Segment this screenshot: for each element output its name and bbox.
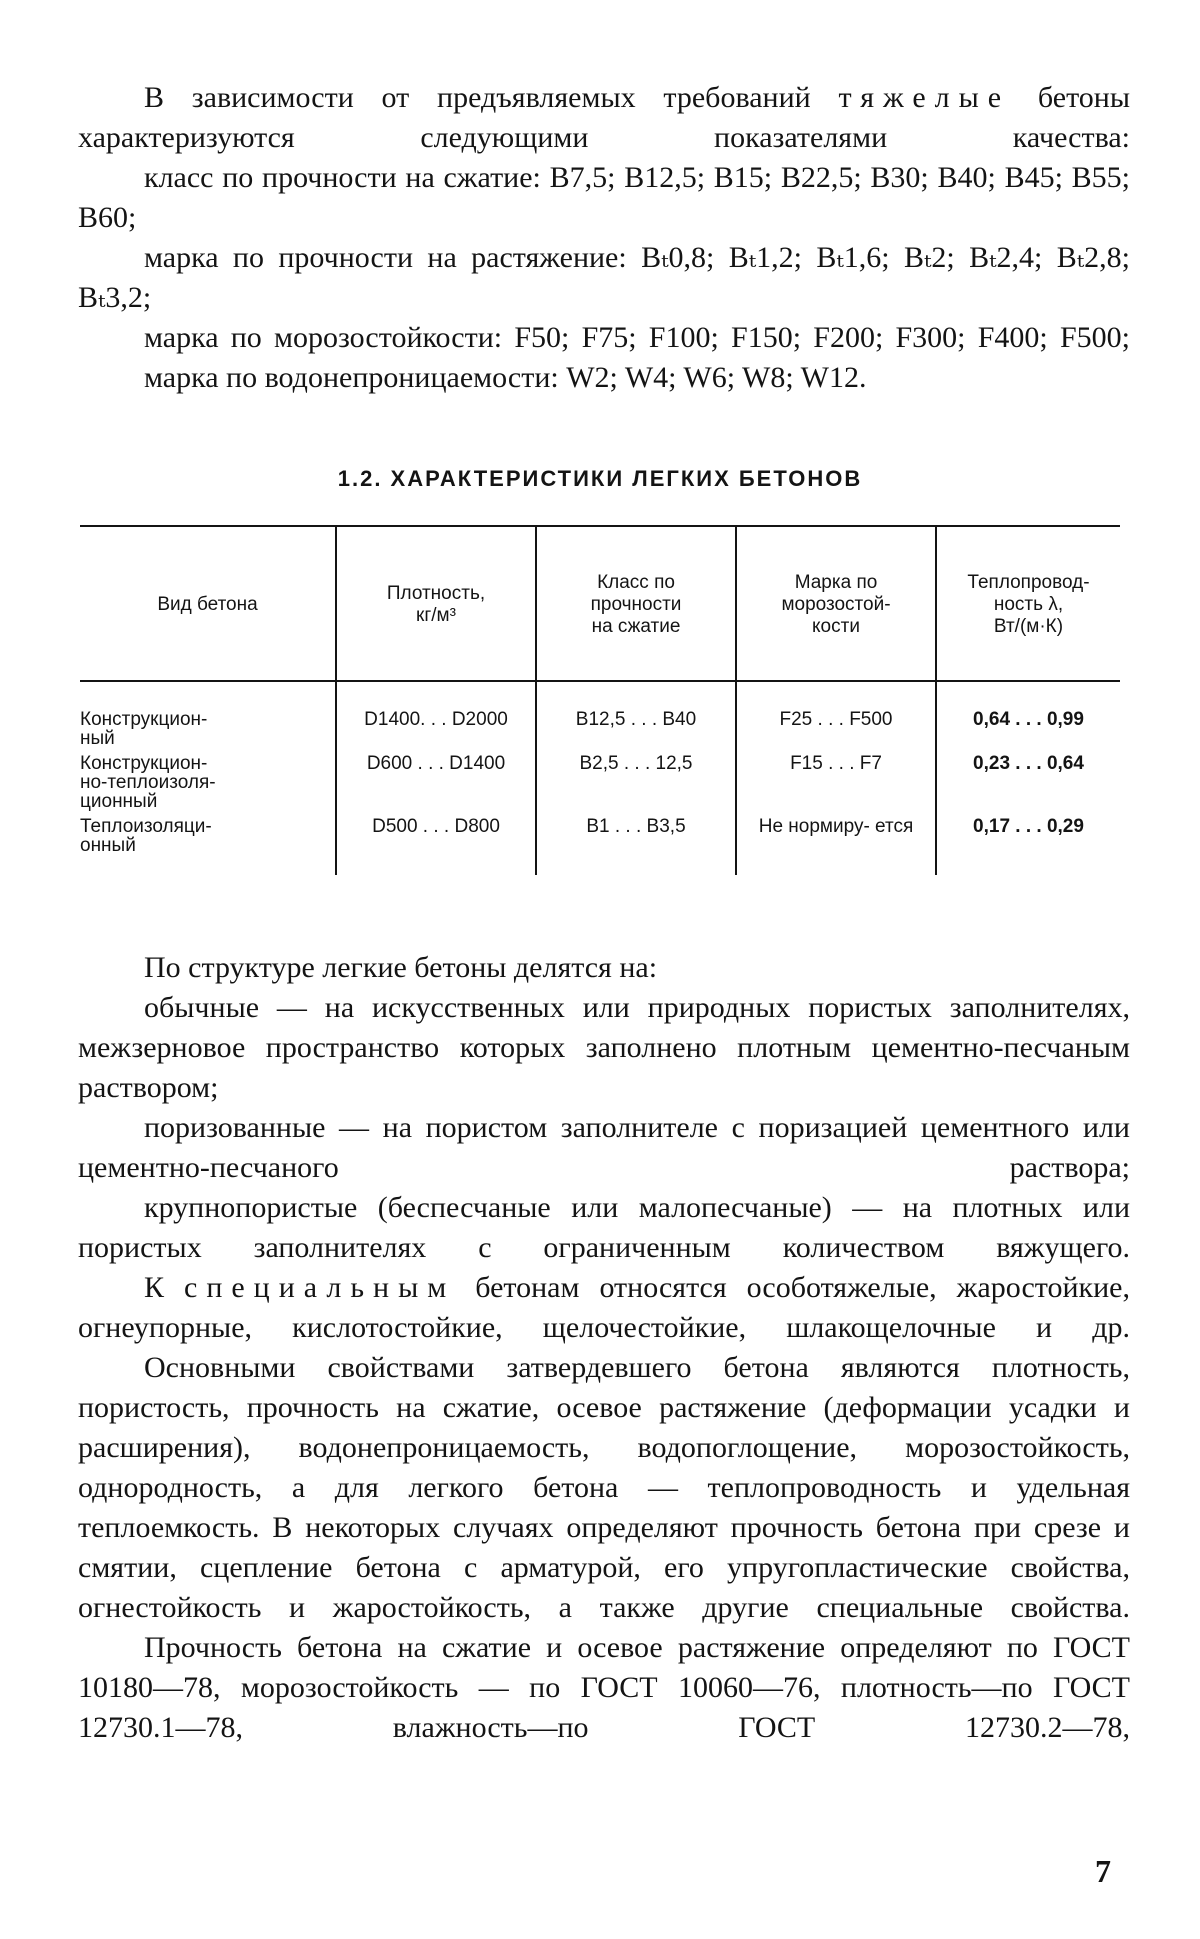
special-concrete-paragraph: К специальным бетонам относятся особотяжелые, жаростойкие, огнеупорные, кислотостойкие, щелочестойкие, шлакощелочные и др. bbox=[78, 1271, 1130, 1344]
cell-conductivity: 0,23 . . . 0,64 bbox=[973, 753, 1084, 774]
page-number: 7 bbox=[1095, 1853, 1111, 1889]
cell-type: Теплоизоляци- онный bbox=[80, 816, 212, 856]
lightweight-concrete-table bbox=[80, 525, 1120, 875]
properties-paragraph: Основными свойствами затвердевшего бетона являются плотность, пористость, прочность на сжатие, осевое растяжение (деформации усадки и расширения), водонепроницаемость, водопоглощение, морозостойкость, однородность, а для легкого бетона — теплопроводность и удельная теплоемкость. В некоторых случаях определяют прочность бетона при срезе и смятии, сцепление бетона с арматурой, его упругопластические свойства, огнестойкость и жаростойкость, а также другие специальные свойства. bbox=[78, 1351, 1130, 1624]
cell-density: D1400. . . D2000 bbox=[364, 709, 508, 730]
body-section bbox=[78, 948, 1130, 1748]
table-top-rule bbox=[80, 525, 1120, 527]
header-density: Плотность, кг/м³ bbox=[386, 583, 486, 626]
intro-section bbox=[78, 78, 1130, 398]
cell-conductivity: 0,64 . . . 0,99 bbox=[973, 709, 1084, 730]
header-conductivity: Теплопровод- ность λ, Вт/(м·К) bbox=[967, 572, 1090, 637]
cell-frost: Не нормиру- ется bbox=[758, 816, 914, 837]
cell-strength: В2,5 . . . 12,5 bbox=[579, 753, 693, 774]
cell-strength: В1 . . . В3,5 bbox=[586, 816, 686, 837]
cell-density: D500 . . . D800 bbox=[372, 816, 500, 837]
intro-paragraph: В зависимости от предъявляемых требований тяжелые бетоны характеризуются следующими показателями качества: bbox=[78, 81, 1131, 154]
spaced-emphasis: тяжелые bbox=[838, 81, 1011, 114]
cell-density: D600 . . . D1400 bbox=[366, 753, 506, 774]
standards-paragraph: Прочность бетона на сжатие и осевое растяжение определяют по ГОСТ 10180—78, морозостойкость — по ГОСТ 10060—76, плотность—по ГОСТ 12730.1—78, влажность—по ГОСТ 12730.2—78, bbox=[78, 1631, 1130, 1744]
table-header-rule bbox=[80, 680, 1120, 682]
cell-frost: F25 . . . F500 bbox=[779, 709, 893, 730]
header-frost-grade: Марка по морозостой- кости bbox=[781, 572, 891, 637]
structure-intro: По структуре легкие бетоны делятся на: bbox=[144, 951, 658, 984]
tension-grade-item: марка по прочности на растяжение: Bₜ0,8; Bₜ1,2; Bₜ1,6; Bₜ2; Bₜ2,4; Bₜ2,8; Bₜ3,2; bbox=[78, 241, 1130, 314]
cell-type: Конструкцион- ный bbox=[80, 709, 208, 749]
ordinary-concrete-item: обычные — на искусственных или природных пористых заполнителях, межзерновое пространство которых заполнено плотным цементно-песчаным раствором; bbox=[78, 991, 1130, 1104]
frost-grade-item: марка по морозостойкости: F50; F75; F100; F150; F200; F300; F400; F500; bbox=[144, 321, 1130, 354]
cell-type: Конструкцион- но-теплоизоля- ционный bbox=[80, 753, 216, 812]
water-grade-item: марка по водонепроницаемости: W2; W4; W6; W8; W12. bbox=[144, 361, 867, 394]
compression-class-item: класс по прочности на сжатие: В7,5; В12,5; В15; В22,5; В30; В40; В45; В55; В60; bbox=[78, 161, 1130, 234]
header-concrete-type: Вид бетона bbox=[157, 594, 258, 615]
table-caption: 1.2. ХАРАКТЕРИСТИКИ ЛЕГКИХ БЕТОНОВ bbox=[337, 466, 863, 491]
spaced-emphasis: специальным bbox=[184, 1271, 456, 1304]
header-strength-class: Класс по прочности на сжатие bbox=[590, 572, 682, 637]
cell-frost: F15 . . . F7 bbox=[790, 753, 882, 774]
cell-conductivity: 0,17 . . . 0,29 bbox=[973, 816, 1084, 837]
cell-strength: В12,5 . . . В40 bbox=[575, 709, 697, 730]
coarse-porous-concrete-item: крупнопористые (беспесчаные или малопесчаные) — на плотных или пористых заполнителях с ограниченным количеством вяжущего. bbox=[78, 1191, 1130, 1264]
porized-concrete-item: поризованные — на пористом заполнителе с поризацией цементного или цементно-песчаного раствора; bbox=[78, 1111, 1130, 1184]
